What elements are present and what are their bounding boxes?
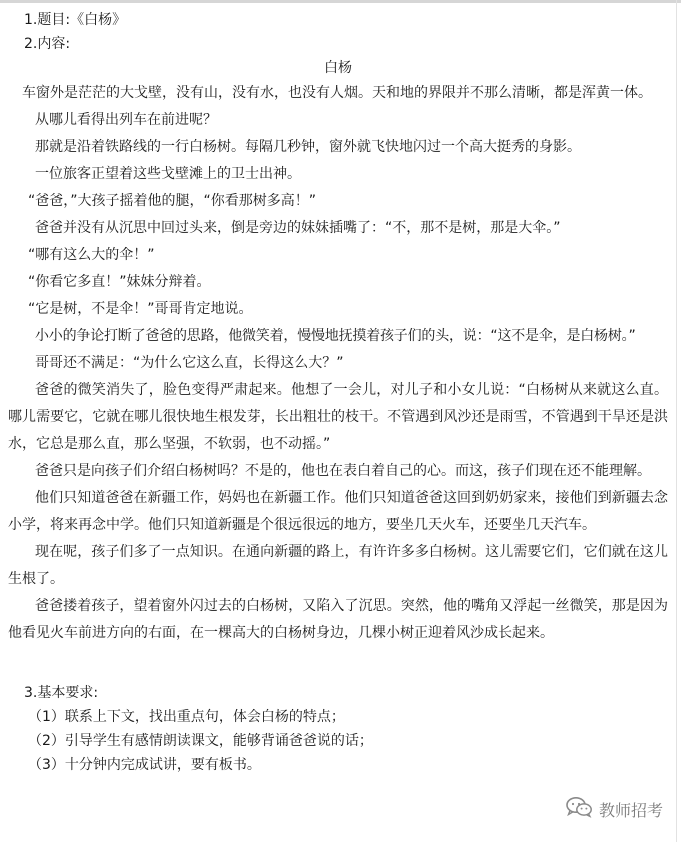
paragraph-2: 从哪儿看得出列车在前进呢？ — [35, 112, 217, 128]
paragraph-10: 小小的争论打断了爸爸的思路，他微笑着，慢慢地抚摸着孩子们的头，说：“这不是伞，是白杨树。” — [35, 328, 636, 344]
paragraph-15 — [8, 539, 668, 593]
top-border — [0, 0, 681, 3]
requirement-1: （1）联系上下文，找出重点句，体会白杨的特点； — [28, 709, 345, 725]
requirement-3: （3）十分钟内完成试讲，要有板书。 — [28, 757, 261, 773]
paragraph-9: “它是树，不是伞！”哥哥肯定地说。 — [28, 301, 253, 317]
heading-topic: 1.题目:《白杨》 — [24, 12, 127, 28]
paragraph-14: 他们只知道爸爸在新疆工作，妈妈也在新疆工作。他们只知道爸爸这回到奶奶家来，接他们到新疆去念小学，将来再念中学。他们只知道新疆是个很远很远的地方，要坐几天火车，还要坐几天汽车。 — [8, 490, 668, 533]
paragraph-3: 那就是沿着铁路线的一行白杨树。每隔几秒钟，窗外就飞快地闪过一个高大挺秀的身影。 — [35, 139, 581, 155]
heading-content: 2.内容: — [24, 36, 71, 52]
paragraph-11: 哥哥还不满足：“为什么它这么直，长得这么大？” — [35, 355, 344, 371]
document-body — [8, 8, 668, 777]
paragraph-4: 一位旅客正望着这些戈壁滩上的卫士出神。 — [35, 166, 301, 182]
paragraph-15-text: 现在呢，孩子们多了一点知识。在通向新疆的路上，有许许多多白杨树。这儿需要它们，它们就在这儿生根了。 — [8, 544, 668, 587]
paragraph-13: 爸爸只是向孩子们介绍白杨树吗？不是的，他也在表白着自己的心。而这，孩子们现在还不能理解。 — [35, 463, 651, 479]
paragraph-8: “你看它多直！”妹妹分辩着。 — [28, 274, 211, 290]
paragraph-12: 爸爸的微笑消失了，脸色变得严肃起来。他想了一会儿，对儿子和小女儿说：“白杨树从来就这么直。哪儿需要它，它就在哪儿很快地生根发芽，长出粗壮的枝干。不管遇到风沙还是雨雪，不管遇到干旱还是洪水，它总是那么直，那么坚强，不软弱，也不动摇。” — [8, 382, 668, 452]
paragraph-6: 爸爸并没有从沉思中回过头来，倒是旁边的妹妹插嘴了：“不，那不是树，那是大伞。” — [35, 220, 561, 236]
requirement-2: （2）引导学生有感情朗读课文，能够背诵爸爸说的话； — [28, 733, 373, 749]
paragraph-1: 车窗外是茫茫的大戈壁，没有山，没有水，也没有人烟。天和地的界限并不那么清晰，都是浑黄一体。 — [22, 85, 652, 101]
story-title: 白杨 — [324, 60, 352, 76]
watermark-text: 教师招考 — [598, 800, 663, 820]
watermark — [565, 796, 663, 822]
spacer — [8, 647, 668, 681]
right-edge-border — [676, 0, 677, 842]
paragraph-5: “爸爸，”大孩子摇着他的腿，“你看那树多高！” — [28, 193, 317, 209]
heading-requirements: 3.基本要求: — [24, 685, 99, 701]
paragraph-16: 爸爸搂着孩子，望着窗外闪过去的白杨树，又陷入了沉思。突然，他的嘴角又浮起一丝微笑，那是因为他看见火车前进方向的右面，在一棵高大的白杨树身边，几棵小树正迎着风沙成长起来。 — [8, 598, 668, 641]
wechat-icon — [565, 796, 593, 822]
paragraph-7: “哪有这么大的伞！” — [28, 247, 155, 263]
